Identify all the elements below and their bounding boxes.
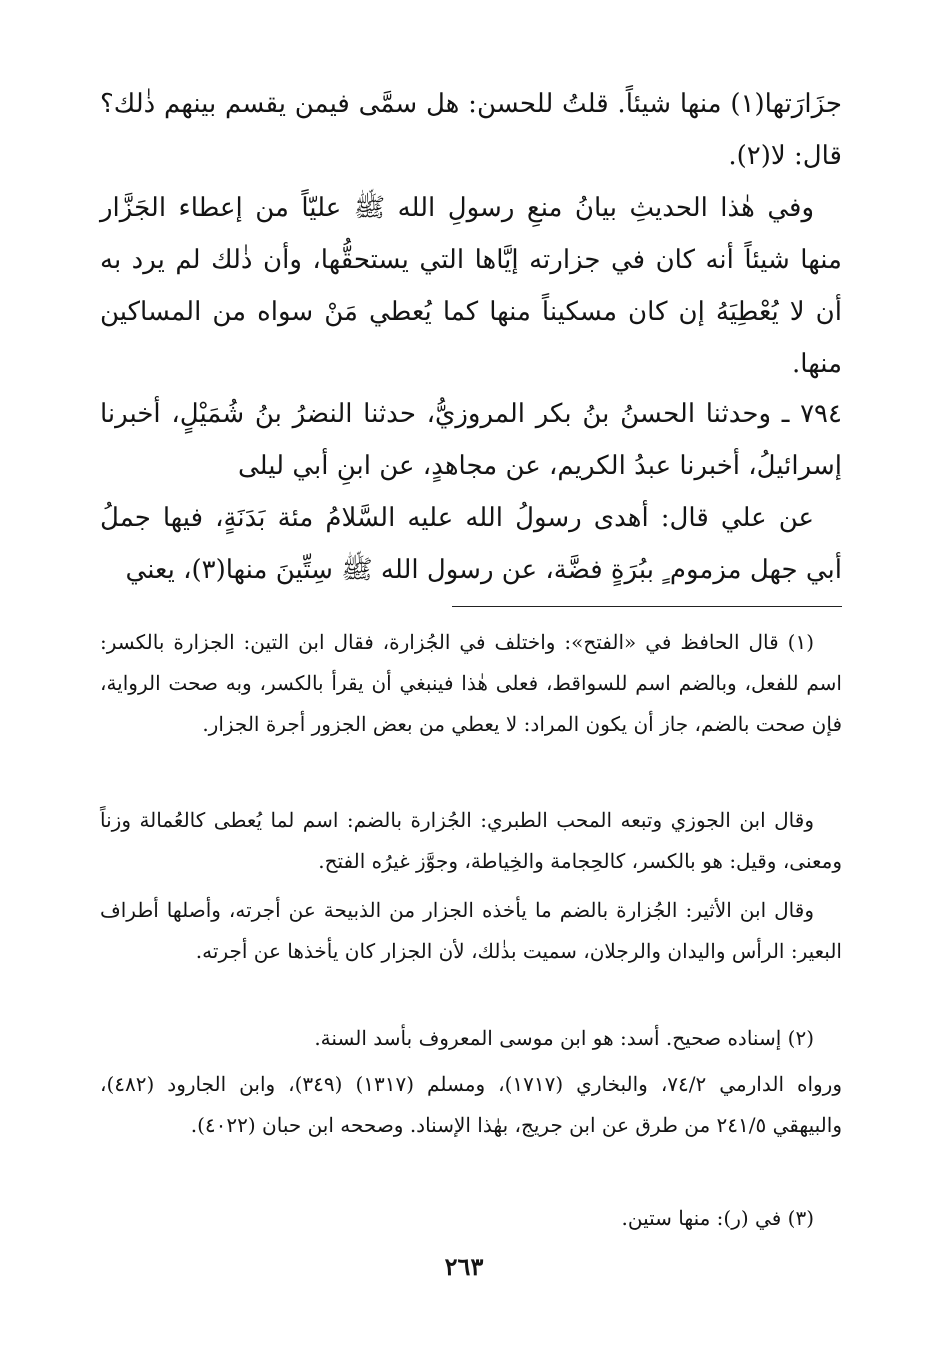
hadith-794-matn-text: عن علي قال: أهدى رسولُ الله عليه السَّلامُ مئة بَدَنَةٍ، فيها جملُ أبي جهل مزموم ٍ ببُرَةٍ فضَّة، عن رسول الله ﷺ سِتِّينَ منها(٣)، يعني xyxy=(100,503,842,585)
footnote-2-part-1 xyxy=(100,1018,842,1059)
footnote-3-text: (٣) في (ر): منها ستين. xyxy=(621,1206,814,1230)
footnote-1-part-2-text: وقال ابن الجوزي وتبعه المحب الطبري: الجُزارة بالضم: اسم لما يُعطى كالعُمالة وزناً ومعنى، وقيل: هو بالكسر، كالحِجامة والخِياطة، وجوَّز غيرُه الفتح. xyxy=(100,808,842,873)
hadith-794-isnad-text: ٧٩٤ ـ وحدثنا الحسنُ بنُ بكر المروزيُّ، حدثنا النضرُ بنُ شُمَيْلٍ، أخبرنا إسرائيلُ، أخبرنا عبدُ الكريم، عن مجاهدٍ، عن ابنِ أبي ليلى xyxy=(100,399,842,481)
footnote-1-part-2 xyxy=(100,800,842,882)
page-number: ٢٦٣ xyxy=(444,1252,484,1281)
footnote-2-part-1-text: (٢) إسناده صحيح. أسد: هو ابن موسى المعروف بأسد السنة. xyxy=(314,1026,814,1050)
footnote-2-part-2-text: ورواه الدارمي ٧٤/٢، والبخاري (١٧١٧)، ومسلم (١٣١٧) (٣٤٩)، وابن الجارود (٤٨٢)، والبيهقي ٢٤١/٥ من طرق عن ابن جريج، بهٰذا الإسناد. وصححه ابن حبان (٤٠٢٢). xyxy=(100,1072,843,1137)
main-paragraph-1: جزَارَتها(١) منها شيئاً. قلتُ للحسن: هل سمَّى فيمن يقسم بينهم ذٰلك؟ قال: لا(٢). xyxy=(100,89,842,171)
footnote-1-part-3 xyxy=(100,890,842,972)
footnote-1-part-1 xyxy=(100,622,842,745)
footnote-1-part-3-text: وقال ابن الأثير: الجُزارة بالضم ما يأخذه الجزار من الذبيحة عن أجرته، وأصلها أطراف البعير: الرأس واليدان والرجلان، سميت بذٰلك، لأن الجزار كان يأخذها عن أجرته. xyxy=(100,898,842,963)
hadith-794-matn xyxy=(100,492,842,596)
footnote-2-part-2 xyxy=(100,1064,842,1146)
hadith-794-isnad xyxy=(100,388,842,492)
footnote-3 xyxy=(100,1198,842,1239)
footnote-separator xyxy=(452,606,842,607)
footnote-1-part-1-text: (١) قال الحافظ في «الفتح»: واختلف في الجُزارة، فقال ابن التين: الجزارة بالكسر: اسم للفعل، وبالضم اسم للسواقط، فعلى هٰذا فينبغي أن يقرأ بالكسر، وبه صحت الرواية، فإن صحت بالضم، جاز أن يكون المراد: لا يعطي من بعض الجزور أجرة الجزار. xyxy=(100,630,842,736)
main-paragraph-2 xyxy=(100,182,842,390)
main-paragraph-2-text: وفي هٰذا الحديثِ بيانُ منعِ رسولِ الله ﷺ عليّاً من إعطاء الجَزَّار منها شيئاً أنه كان في جزارته إيَّاها التي يستحقُّها، وأن ذٰلك لم يرد به أن لا يُعْطِيَهُ إن كان مسكيناً منها كما يُعطي مَنْ سواه من المساكين منها. xyxy=(100,193,842,379)
